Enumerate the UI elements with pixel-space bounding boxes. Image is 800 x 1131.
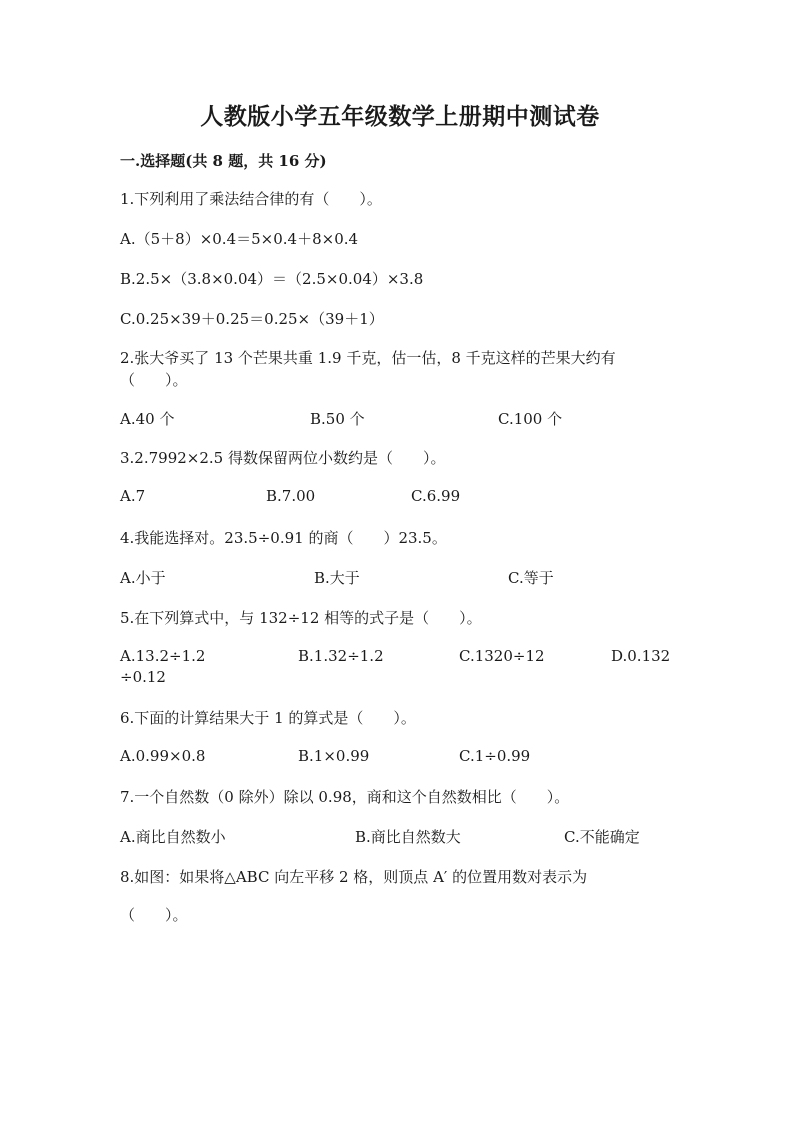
question-5-option-d-cont: ÷0.12 (120, 668, 166, 686)
question-6-stem: 6.下面的计算结果大于 1 的算式是（ ）。 (120, 709, 416, 727)
question-1-option-a: A.（5＋8）×0.4＝5×0.4＋8×0.4 (120, 230, 359, 248)
question-5-option-c: C.1320÷12 (459, 647, 545, 665)
question-5-option-d: D.0.132 (611, 647, 671, 665)
question-8-stem-cont: （ ）。 (120, 906, 188, 924)
question-2-option-b: B.50 个 (310, 410, 365, 428)
question-6-option-a: A.0.99×0.8 (120, 747, 206, 765)
question-2-option-c: C.100 个 (498, 410, 563, 428)
question-7-option-b: B.商比自然数大 (355, 828, 461, 846)
question-3-option-a: A.7 (120, 487, 146, 505)
question-3-stem: 3.2.7992×2.5 得数保留两位小数约是（ ）。 (120, 449, 446, 467)
section-heading: 一.选择题(共 8 题，共 16 分) (120, 152, 327, 170)
question-6-option-b: B.1×0.99 (298, 747, 370, 765)
question-3-option-b: B.7.00 (266, 487, 316, 505)
question-8-stem: 8.如图：如果将△ABC 向左平移 2 格，则顶点 A′ 的位置用数对表示为 (120, 868, 588, 886)
question-7-stem: 7.一个自然数（0 除外）除以 0.98，商和这个自然数相比（ ）。 (120, 788, 570, 806)
question-5-option-b: B.1.32÷1.2 (298, 647, 384, 665)
question-2-stem: 2.张大爷买了 13 个芒果共重 1.9 千克，估一估，8 千克这样的芒果大约有 (120, 349, 616, 367)
question-7-option-c: C.不能确定 (564, 828, 640, 846)
question-1-option-c: C.0.25×39＋0.25＝0.25×（39＋1） (120, 310, 384, 328)
question-5-option-a: A.13.2÷1.2 (120, 647, 206, 665)
question-4-option-a: A.小于 (120, 569, 166, 587)
question-5-stem: 5.在下列算式中，与 132÷12 相等的式子是（ ）。 (120, 609, 482, 627)
question-3-option-c: C.6.99 (411, 487, 461, 505)
question-7-option-a: A.商比自然数小 (120, 828, 226, 846)
question-2-option-a: A.40 个 (120, 410, 175, 428)
question-4-option-b: B.大于 (314, 569, 360, 587)
question-4-stem: 4.我能选择对。23.5÷0.91 的商（ ）23.5。 (120, 529, 447, 547)
question-4-option-c: C.等于 (508, 569, 554, 587)
page-title: 人教版小学五年级数学上册期中测试卷 (200, 103, 600, 130)
question-6-option-c: C.1÷0.99 (459, 747, 531, 765)
question-1-option-b: B.2.5×（3.8×0.04）＝（2.5×0.04）×3.8 (120, 270, 424, 288)
question-1-stem: 1.下列利用了乘法结合律的有（ ）。 (120, 190, 382, 208)
question-2-stem-cont: （ ）。 (120, 371, 188, 389)
